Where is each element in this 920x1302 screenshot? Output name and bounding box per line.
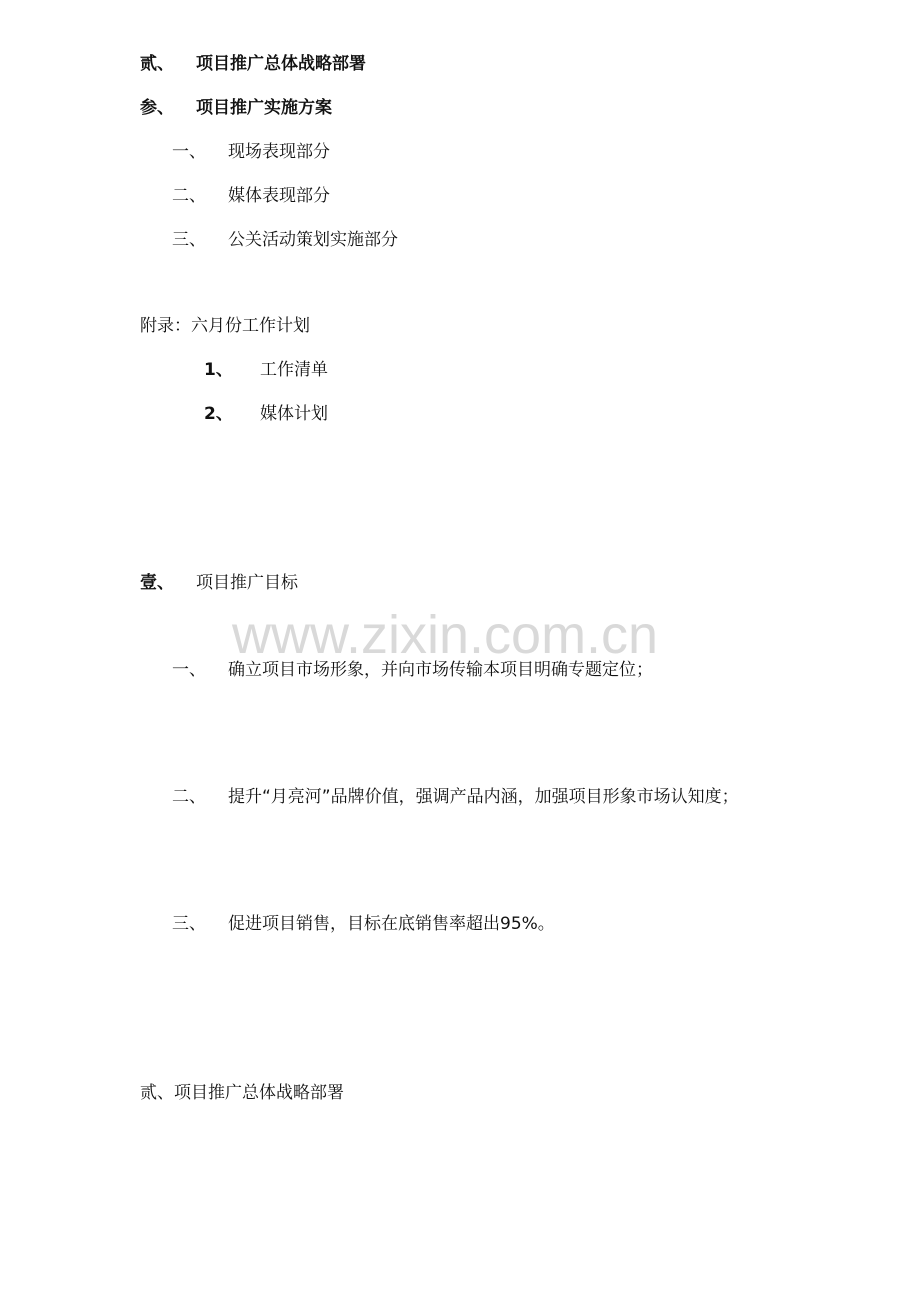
toc-sub-1 bbox=[172, 140, 330, 164]
section-1-number: 壹、 bbox=[140, 573, 174, 593]
toc-item-2 bbox=[140, 52, 366, 76]
toc-item-3 bbox=[140, 96, 332, 120]
goal-number: 二、 bbox=[172, 787, 206, 807]
goal-number: 一、 bbox=[172, 660, 206, 680]
toc-sub-2-number: 二、 bbox=[172, 186, 206, 206]
toc-sub-1-number: 一、 bbox=[172, 142, 206, 162]
goal-text: 促进项目销售，目标在底销售率超出95%。 bbox=[228, 914, 555, 934]
goal-text: 确立项目市场形象，并向市场传输本项目明确专题定位； bbox=[228, 660, 653, 680]
goal-item bbox=[172, 912, 555, 936]
toc-sub-3-text: 公关活动策划实施部分 bbox=[228, 230, 398, 250]
toc-sub-3-number: 三、 bbox=[172, 230, 206, 250]
toc-appendix-item-1 bbox=[204, 358, 328, 382]
toc-sub-2-text: 媒体表现部分 bbox=[228, 186, 330, 206]
goal-item bbox=[172, 658, 653, 682]
section-1-heading bbox=[140, 571, 298, 595]
toc-appendix-item-2-text: 媒体计划 bbox=[260, 404, 328, 424]
toc-appendix-item-2 bbox=[204, 402, 328, 426]
goal-number: 三、 bbox=[172, 914, 206, 934]
toc-item-2-number: 贰、 bbox=[140, 54, 174, 74]
goal-text: 提升“月亮河”品牌价值，强调产品内涵，加强项目形象市场认知度； bbox=[228, 787, 739, 807]
goal-item bbox=[172, 785, 739, 809]
toc-appendix-item-1-number: 1、 bbox=[204, 360, 233, 380]
toc-appendix: 附录：六月份工作计划 bbox=[140, 316, 310, 336]
toc-item-2-text: 项目推广总体战略部署 bbox=[196, 54, 366, 74]
toc-sub-1-text: 现场表现部分 bbox=[228, 142, 330, 162]
toc-item-3-number: 参、 bbox=[140, 98, 174, 118]
toc-item-3-text: 项目推广实施方案 bbox=[196, 98, 332, 118]
section-2-heading: 贰、项目推广总体战略部署 bbox=[140, 1083, 344, 1103]
toc-appendix-item-1-text: 工作清单 bbox=[260, 360, 328, 380]
section-1-title: 项目推广目标 bbox=[196, 573, 298, 593]
toc-sub-2 bbox=[172, 184, 330, 208]
toc-sub-3 bbox=[172, 228, 398, 252]
toc-appendix-item-2-number: 2、 bbox=[204, 404, 233, 424]
watermark: www.zixin.com.cn bbox=[232, 605, 659, 665]
